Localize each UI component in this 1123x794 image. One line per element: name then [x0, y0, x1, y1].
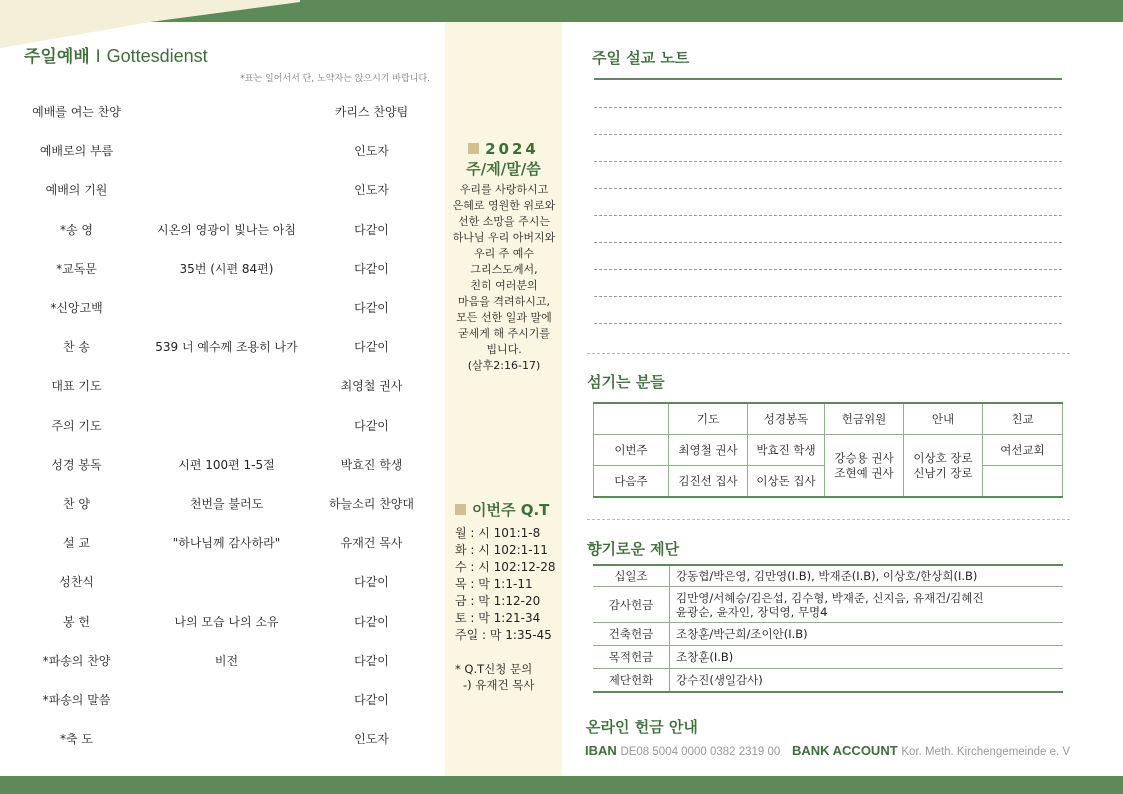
verse-line: 모든 선한 일과 말에	[456, 311, 552, 324]
empty-header-cell	[594, 403, 669, 435]
service-title	[24, 42, 208, 67]
verse-line: 우리를 사랑하시고	[459, 183, 549, 196]
online-giving-title: 온라인 헌금 안내	[586, 718, 698, 736]
order-row	[14, 534, 434, 554]
order-item: 예배의 기원	[45, 183, 108, 198]
order-row	[14, 456, 434, 476]
note-line	[594, 107, 1062, 108]
order-leader: 다같이	[354, 418, 389, 433]
order-item: *송 영	[60, 222, 93, 237]
reading-next-week: 이상돈 집사	[748, 466, 825, 498]
verse-line: 굳세게 해 주시기를	[457, 327, 550, 340]
order-leader: 다같이	[354, 575, 389, 590]
offering-names: 강동협/박은영, 김만영(I.B), 박재준(I.B), 이상호/한상희(I.B)	[670, 565, 1064, 587]
service-title-ko: 주일예배	[24, 47, 90, 67]
order-item: *교독문	[56, 261, 97, 276]
offering-names-line: 윤광순, 윤자인, 장덕영, 무명4	[676, 604, 828, 619]
order-row	[14, 103, 434, 123]
offerings-title: 향기로운 제단	[587, 540, 680, 558]
order-leader: 하늘소리 찬양대	[329, 497, 414, 511]
order-item: 대표 기도	[51, 379, 102, 394]
order-leader: 인도자	[354, 183, 389, 198]
order-item: *신앙고백	[50, 301, 103, 315]
order-content: 천번을 불러도	[189, 497, 264, 511]
servers-table	[593, 402, 1063, 498]
offering-team-cell	[825, 435, 904, 498]
reading-this-week: 박효진 학생	[748, 435, 825, 466]
order-content: 비전	[214, 653, 239, 668]
section-divider	[587, 519, 1070, 520]
order-leader: 카리스 찬양팀	[334, 105, 409, 119]
standing-note: *표는 일어서서 단, 노약자는 앉으시기 바랍니다.	[240, 74, 430, 84]
theme-year	[445, 140, 562, 158]
verse-reference: (살후2:16-17)	[467, 359, 541, 372]
order-leader: 유재건 목사	[340, 536, 403, 551]
header-fellowship: 친교	[983, 403, 1063, 435]
note-line	[594, 269, 1062, 270]
offering-names: 조창훈(I.B)	[670, 646, 1064, 669]
offering-names-line: 김만영/서혜승/김은섭, 김수형, 박재준, 신지음, 유재건/김혜진	[676, 590, 984, 605]
verse-line: 친히 여러분의	[470, 279, 538, 292]
qt-note-contact: -) 유재건 목사	[463, 678, 535, 692]
note-line	[594, 215, 1062, 216]
offering-type: 제단헌화	[593, 669, 670, 692]
this-week-label: 이번주	[594, 435, 669, 466]
account-label: BANK ACCOUNT	[791, 743, 898, 758]
order-item: *파송의 찬양	[42, 653, 111, 668]
verse-line: 선한 소망을 주시는	[457, 215, 550, 228]
qt-line: 목 : 막 1:1-11	[455, 577, 533, 591]
order-row	[14, 691, 434, 711]
table-row	[593, 623, 1063, 646]
order-item: 찬 송	[63, 340, 90, 355]
order-item: 주의 기도	[51, 418, 102, 433]
order-row	[14, 730, 434, 750]
order-leader: 다같이	[354, 653, 389, 668]
account-value: Kor. Meth. Kirchengemeinde e. V	[901, 746, 1071, 758]
order-row	[14, 299, 434, 319]
order-row	[14, 573, 434, 593]
qt-line: 금 : 막 1:12-20	[455, 594, 541, 608]
order-content: 시온의 영광이 빛나는 아침	[157, 222, 296, 237]
note-line	[594, 242, 1062, 243]
order-leader: 다같이	[354, 340, 389, 355]
order-row	[14, 338, 434, 358]
verse-line: 그리스도께서,	[470, 263, 538, 276]
qt-line: 주일 : 막 1:35-45	[455, 628, 552, 642]
order-row	[14, 417, 434, 437]
iban-label: IBAN	[585, 743, 617, 758]
offering-name: 조현예 권사	[834, 465, 894, 480]
order-content: "하나님께 감사하라"	[172, 536, 281, 551]
prayer-this-week: 최영철 권사	[669, 435, 748, 466]
usher-name: 이상호 장로	[913, 450, 973, 465]
order-leader: 최영철 권사	[340, 379, 403, 394]
note-line	[594, 188, 1062, 189]
note-line	[594, 161, 1062, 162]
order-leader: 다같이	[354, 222, 389, 237]
table-row	[593, 669, 1063, 692]
note-line	[594, 323, 1062, 324]
offerings-table	[593, 564, 1063, 693]
fellowship-this-week: 여선교회	[983, 435, 1063, 466]
order-item: 설 교	[63, 536, 90, 551]
square-bullet-icon	[468, 143, 479, 154]
offering-type: 감사헌금	[593, 587, 670, 623]
offering-type: 건축헌금	[593, 623, 670, 646]
order-item: 봉 헌	[63, 614, 90, 629]
header-usher: 안내	[904, 403, 983, 435]
servers-title: 섬기는 분들	[587, 373, 665, 391]
order-content: 시편 100편 1-5절	[178, 457, 275, 472]
order-leader: 다같이	[354, 301, 389, 315]
note-line	[594, 296, 1062, 297]
qt-line: 수 : 시 102:12-28	[455, 560, 556, 574]
order-leader: 다같이	[354, 614, 389, 629]
table-row	[594, 403, 1063, 435]
iban-value: DE08 5004 0000 0382 2319 00	[620, 746, 781, 758]
note-line	[594, 134, 1062, 135]
service-title-de: Gottesdienst	[106, 46, 208, 66]
qt-line: 월 : 시 101:1-8	[455, 526, 541, 540]
qt-line: 토 : 막 1:21-34	[455, 611, 541, 625]
sermon-notes-title: 주일 설교 노트	[592, 49, 690, 67]
order-leader: 박효진 학생	[340, 457, 403, 472]
verse-line: 빕니다.	[486, 343, 522, 356]
order-row	[14, 260, 434, 280]
order-item: *파송의 말씀	[42, 693, 111, 707]
order-content: 539 너 예수께 조용히 나가	[155, 340, 298, 355]
qt-line: 화 : 시 102:1-11	[455, 543, 548, 557]
qt-list	[455, 525, 556, 644]
table-row	[593, 587, 1063, 623]
verse-line: 마음을 격려하시고,	[457, 295, 550, 308]
theme-year-text: 2024	[485, 140, 539, 158]
qt-title-text: 이번주 Q.T	[472, 501, 550, 519]
prayer-next-week: 김진선 집사	[669, 466, 748, 498]
square-bullet-icon	[455, 504, 466, 515]
order-row	[14, 181, 434, 201]
order-content: 나의 모습 나의 소유	[174, 614, 279, 629]
table-row	[593, 646, 1063, 669]
order-item: 예배로의 부름	[39, 144, 114, 159]
order-item: 예배를 여는 찬양	[32, 105, 121, 119]
order-item: 성찬식	[59, 575, 94, 590]
order-row	[14, 613, 434, 633]
title-separator: I	[95, 47, 101, 67]
section-divider	[587, 353, 1070, 354]
verse-line: 은혜로 영원한 위로와	[452, 199, 556, 212]
verse-line: 우리 주 예수	[473, 247, 535, 260]
bottom-band	[0, 776, 1123, 794]
header-offering: 헌금위원	[825, 403, 904, 435]
order-row	[14, 652, 434, 672]
order-leader: 인도자	[354, 144, 389, 159]
order-item: 찬 양	[63, 497, 90, 511]
offering-names: 강수진(생일감사)	[670, 669, 1064, 692]
theme-verse	[448, 182, 560, 374]
order-row	[14, 142, 434, 162]
offering-names	[670, 587, 1064, 623]
usher-name: 신남기 장로	[913, 465, 973, 480]
order-item: *축 도	[60, 732, 93, 747]
offering-type: 목적헌금	[593, 646, 670, 669]
table-row	[594, 435, 1063, 466]
table-row	[593, 565, 1063, 587]
header-reading: 성경봉독	[748, 403, 825, 435]
order-leader: 다같이	[354, 693, 389, 707]
order-content: 35번 (시편 84편)	[179, 261, 274, 276]
next-week-label: 다음주	[594, 466, 669, 498]
qt-title	[455, 499, 549, 520]
qt-note-line: * Q.T신청 문의	[455, 662, 533, 676]
header-prayer: 기도	[669, 403, 748, 435]
bank-info	[585, 743, 1078, 758]
qt-contact-note	[455, 661, 535, 693]
order-row	[14, 495, 434, 515]
fellowship-next-week	[983, 466, 1063, 498]
offering-names: 조창훈/박근희/조이안(I.B)	[670, 623, 1064, 646]
order-item: 성경 봉독	[51, 457, 102, 472]
theme-label: 주/제/말/씀	[466, 160, 541, 178]
usher-team-cell	[904, 435, 983, 498]
notes-underline	[594, 78, 1062, 80]
offering-type: 십일조	[593, 565, 670, 587]
order-leader: 인도자	[354, 732, 389, 747]
offering-name: 강승용 권사	[834, 450, 894, 465]
order-row	[14, 221, 434, 241]
order-leader: 다같이	[354, 261, 389, 276]
verse-line: 하나님 우리 아버지와	[452, 231, 556, 244]
order-row	[14, 377, 434, 397]
